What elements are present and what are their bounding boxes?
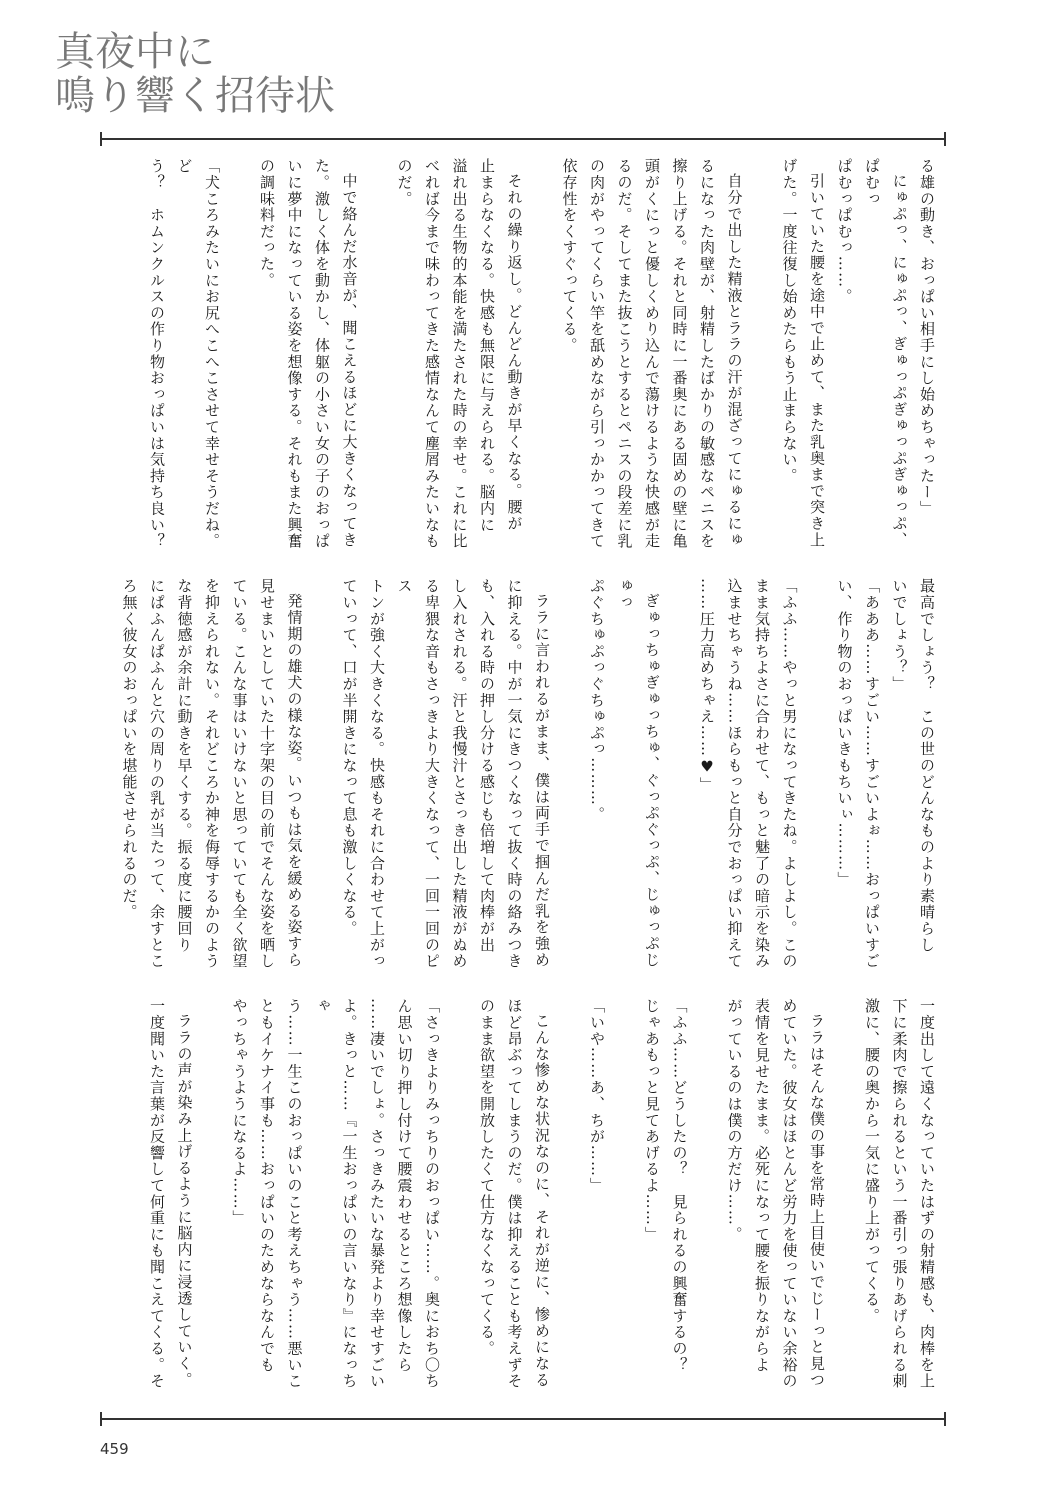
- text-line: ララに言われるがまま、僕は両手で掴んだ乳を強め: [533, 593, 551, 968]
- text-line: やっちゃうようになるよ……」: [230, 998, 249, 1227]
- text-line: を抑えられない。それどころか神を侮辱するかのよう: [203, 578, 221, 970]
- text-line: るになった肉壁が、射精したばかりの敏感なペニスを: [698, 158, 716, 550]
- text-line: る卑猥な音もさっきより大きくなって、一回一回のピス: [395, 578, 441, 970]
- text-line: るのだ。そしてまた抜こうとするとペニスの段差に乳: [615, 158, 634, 550]
- text-line: 表情を見せたまま。必死になって腰を振りながらよ: [753, 998, 771, 1373]
- text-line: めていた。彼女はほとんど労力を使っていない余裕の: [780, 998, 799, 1390]
- text-line: 依存性をくすぐってくる。: [560, 158, 579, 354]
- text-line: ろ無く彼女のおっぱいを堪能させられるのだ。: [120, 578, 139, 921]
- text-line: 自分で出した精液とララの汗が混ざってにゅるにゅ: [725, 173, 744, 548]
- text-line: 下に柔肉で擦られるという一番引っ張りあげられる刺: [890, 998, 909, 1390]
- book-title-line-2: 鳴り響く招待状: [55, 73, 335, 119]
- text-line: に抑える。中が一気にきつくなって抜く時の絡みつき: [505, 578, 524, 970]
- text-line: [693, 998, 721, 1400]
- header-rule: [100, 138, 946, 140]
- text-line: ほど昂ぶってしまうのだ。僕は抑えることも考えずそ: [505, 998, 524, 1390]
- text-tier-2: [110, 578, 940, 980]
- text-line: [363, 158, 391, 560]
- text-line: う……一生このおっぱいのこと考えちゃう……悪いこ: [285, 998, 304, 1390]
- text-line: [610, 998, 638, 1400]
- text-line: な背徳感が余計に動きを早くする。振る度に腰回り: [175, 578, 194, 953]
- book-title-line-1: 真夜中に: [55, 29, 215, 75]
- text-line: 「犬ころみたいにお尻へこへこさせて幸せそうだね。ど: [175, 158, 221, 550]
- text-line: こんな惨めな状況なのに、それが逆に、惨めになる: [533, 1013, 551, 1388]
- text-line: [555, 578, 583, 980]
- text-line: ぱむっぱむっ……。: [835, 158, 854, 305]
- text-line: う？ ホムンクルスの作り物おっぱいは気持ち良い？: [148, 158, 166, 550]
- text-line: 「ふふ……どうしたの？ 見られるの興奮するの？: [670, 998, 689, 1373]
- text-line: [748, 158, 776, 560]
- book-title: [55, 29, 335, 119]
- text-line: [555, 998, 583, 1400]
- text-line: 見せまいとしていた十字架の目の前でそんな姿を晒し: [258, 578, 276, 970]
- text-line: ていって、口が半開きになって息も激しくなる。: [340, 578, 359, 937]
- text-line: ……圧力高めちゃえ……♥」: [698, 578, 716, 793]
- text-line: [830, 998, 858, 1400]
- text-line: 溢れ出る生物的本能を満たされた時の幸せ。これに比: [450, 158, 469, 550]
- text-line: トンが強く大きくなる。快感もそれに合わせて上がっ: [368, 578, 386, 970]
- text-line: 最高でしょう？ この世のどんなものより素晴らし: [918, 578, 936, 953]
- text-line: 中で絡んだ水音が、聞こえるほどに大きくなってき: [340, 173, 359, 548]
- text-line: がっているのは僕の方だけ……。: [725, 998, 744, 1243]
- text-line: ララの声が染み上げるように脳内に浸透していく。: [175, 1013, 194, 1388]
- text-line: る雄の動き、おっぱい相手にし始めちゃったー」: [918, 158, 936, 517]
- text-line: ……凄いでしょ。さっきみたいな暴発より幸せすごい: [368, 998, 386, 1390]
- footer-rule: [100, 1418, 946, 1420]
- text-line: 頭がくにっと優しくめり込んで蕩けるような快感が走: [643, 158, 661, 550]
- text-line: [445, 998, 473, 1400]
- text-line: 「さっきよりみっちりのおっぱい……。奥におち〇ち: [423, 998, 441, 1390]
- page-number: 459: [100, 1440, 129, 1458]
- text-line: じゃあもっと見てあげるよ……」: [643, 998, 661, 1243]
- text-line: い、作り物のおっぱいきもちいぃ………」: [835, 578, 854, 888]
- text-line: 引いていた腰を途中で止めて、また乳奥まで突き上: [808, 173, 826, 548]
- text-line: [198, 998, 226, 1400]
- text-line: 発情期の雄犬の様な姿。いつもは気を緩める姿すら: [285, 593, 304, 968]
- text-line: 一度出して遠くなっていたはずの射精感も、肉棒を上: [918, 998, 936, 1390]
- text-line: [528, 158, 556, 560]
- text-line: のだ。: [395, 158, 414, 207]
- text-tier-1: [110, 158, 940, 560]
- text-line: 「あああ……すごい……すごいよぉ……おっぱいすご: [863, 578, 881, 970]
- text-line: 止まらなくなる。快感も無限に与えられる。脳内に: [478, 158, 496, 533]
- text-line: 一度聞いた言葉が反響して何重にも聞こえてくる。そ: [148, 998, 166, 1390]
- text-line: いに夢中になっている姿を想像する。それもまた興奮: [285, 158, 304, 550]
- text-line: げた。一度往復し始めたらもう止まらない。: [780, 158, 799, 484]
- text-line: ぷぐちゅぷっぐちゅぷっ………。: [588, 578, 606, 823]
- text-line: 擦り上げる。それと同時に一番奥にある固めの壁に亀: [670, 158, 689, 550]
- text-line: にゅぷっ、にゅぷっ、ぎゅっぷぎゅっぷぎゅっぷ、ぱむっ: [863, 158, 909, 548]
- text-line: 込ませちゃうね……ほらもっと自分でおっぱい抑えて: [725, 578, 744, 970]
- text-line: ララはそんな僕の事を常時上目使いでじーっと見つ: [808, 1013, 826, 1388]
- text-line: ぎゅっちゅぎゅっちゅ、ぐっぷぐっぷ、じゅっぷじゅっ: [615, 578, 661, 968]
- text-line: し入れされる。汗と我慢汁とさっき出した精液がぬめ: [450, 578, 469, 970]
- text-line: のまま欲望を開放したくて仕方なくなってくる。: [478, 998, 496, 1357]
- text-line: 「いや……あ、ちが……」: [588, 998, 606, 1194]
- text-line: ん思い切り押し付けて腰震わせるところ想像したら: [395, 998, 414, 1373]
- text-line: [225, 158, 253, 560]
- text-line: ている。こんな事はいけないと思っていても全く欲望: [230, 578, 249, 970]
- text-line: の調味料だった。: [258, 158, 276, 289]
- text-line: よ。きっと……『一生おっぱいの言いなり』になっちゃ: [313, 998, 359, 1390]
- text-line: それの繰り返し。どんどん動きが早くなる。腰が: [505, 173, 524, 532]
- text-line: も、入れる時の押し分ける感じも倍増して肉棒が出: [478, 578, 496, 953]
- text-tier-3: [110, 998, 940, 1400]
- text-line: ともイケナイ事も……おっぱいのためならなんでも: [258, 998, 276, 1373]
- text-line: [665, 578, 693, 980]
- text-line: 「ふふ……やっと男になってきたね。よしよし。この: [780, 578, 799, 970]
- text-line: [308, 578, 336, 980]
- text-line: にぱふんぱふんと穴の周りの乳が当たって、余すとこ: [148, 578, 166, 970]
- text-line: いでしょう？」: [890, 578, 909, 693]
- text-line: べれば今まで味わってきた感情なんて塵屑みたいなも: [423, 158, 441, 550]
- text-line: [803, 578, 831, 980]
- text-line: た。激しく体を動かし、体躯の小さい女の子のおっぱ: [313, 158, 331, 550]
- text-line: の肉がやってくらい竿を舐めながら引っかかってきて: [588, 158, 606, 550]
- text-line: まま気持ちよさに合わせて、もっと魅了の暗示を染み: [753, 578, 771, 970]
- text-line: 激に、腰の奥から一気に盛り上がってくる。: [863, 998, 881, 1324]
